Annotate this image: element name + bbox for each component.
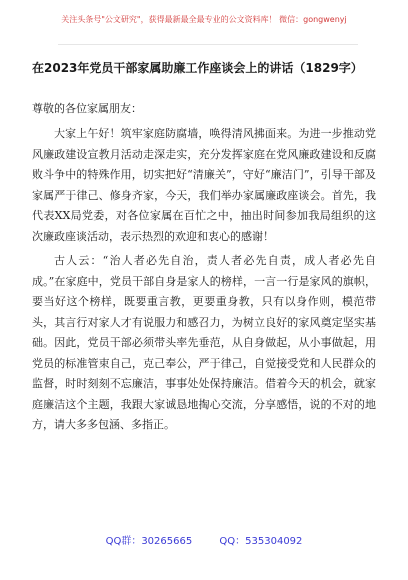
page-footer xyxy=(0,532,408,547)
document-body xyxy=(32,124,376,440)
document-title: 在2023年党员干部家属助廉工作座谈会上的讲话（1829字） xyxy=(32,61,363,75)
qq-group-number: QQ群：30265665 xyxy=(105,536,193,547)
greeting: 尊敬的各位家属朋友： xyxy=(32,102,142,115)
page-header: 关注头条号"公文研究"，获得最新最全最专业的公文资料库！ 微信：gongwenyj xyxy=(61,15,347,24)
qq-number: QQ：535304092 xyxy=(219,536,303,547)
paragraph: 古人云：“治人者必先自治，责人者必先自责，成人者必先自成。”在家庭中，党员干部自身是家人的榜样，一言一行是家风的旗帜，要当好这个榜样，既要重言教，更要重身教，只有以身作则，模范带头，其言行对家人才有说服力和感召力，为树立良好的家风奠定坚实基础。因此，党员干部必须带头率先垂范，从自身做起，从小事做起，用党员的标准管束自己，克己奉公，严于律己，自觉接受党和人民群众的监督，时时刻刻不忘廉洁，事事处处保持廉洁。借着今天的机会，就家庭廉洁这个主题，我跟大家诚恳地掏心交流，分享感悟，说的不对的地方，请大多多包涵、多指正。 xyxy=(32,254,376,431)
header-divider xyxy=(58,44,358,45)
paragraph: 大家上午好！筑牢家庭防腐墙，唤得清风拂面来。为进一步推动党风廉政建设宣教月活动走深走实，充分发挥家庭在党风廉政建设和反腐败斗争中的特殊作用，切实把好“清廉关”，守好“廉洁门”，引导干部及家属严于律己、修身齐家，今天，我们举办家属廉政座谈会。首先，我代表XX局党委，对各位家属在百忙之中，抽出时间参加我局组织的这次廉政座谈活动，表示热烈的欢迎和衷心的感谢！ xyxy=(32,127,376,243)
